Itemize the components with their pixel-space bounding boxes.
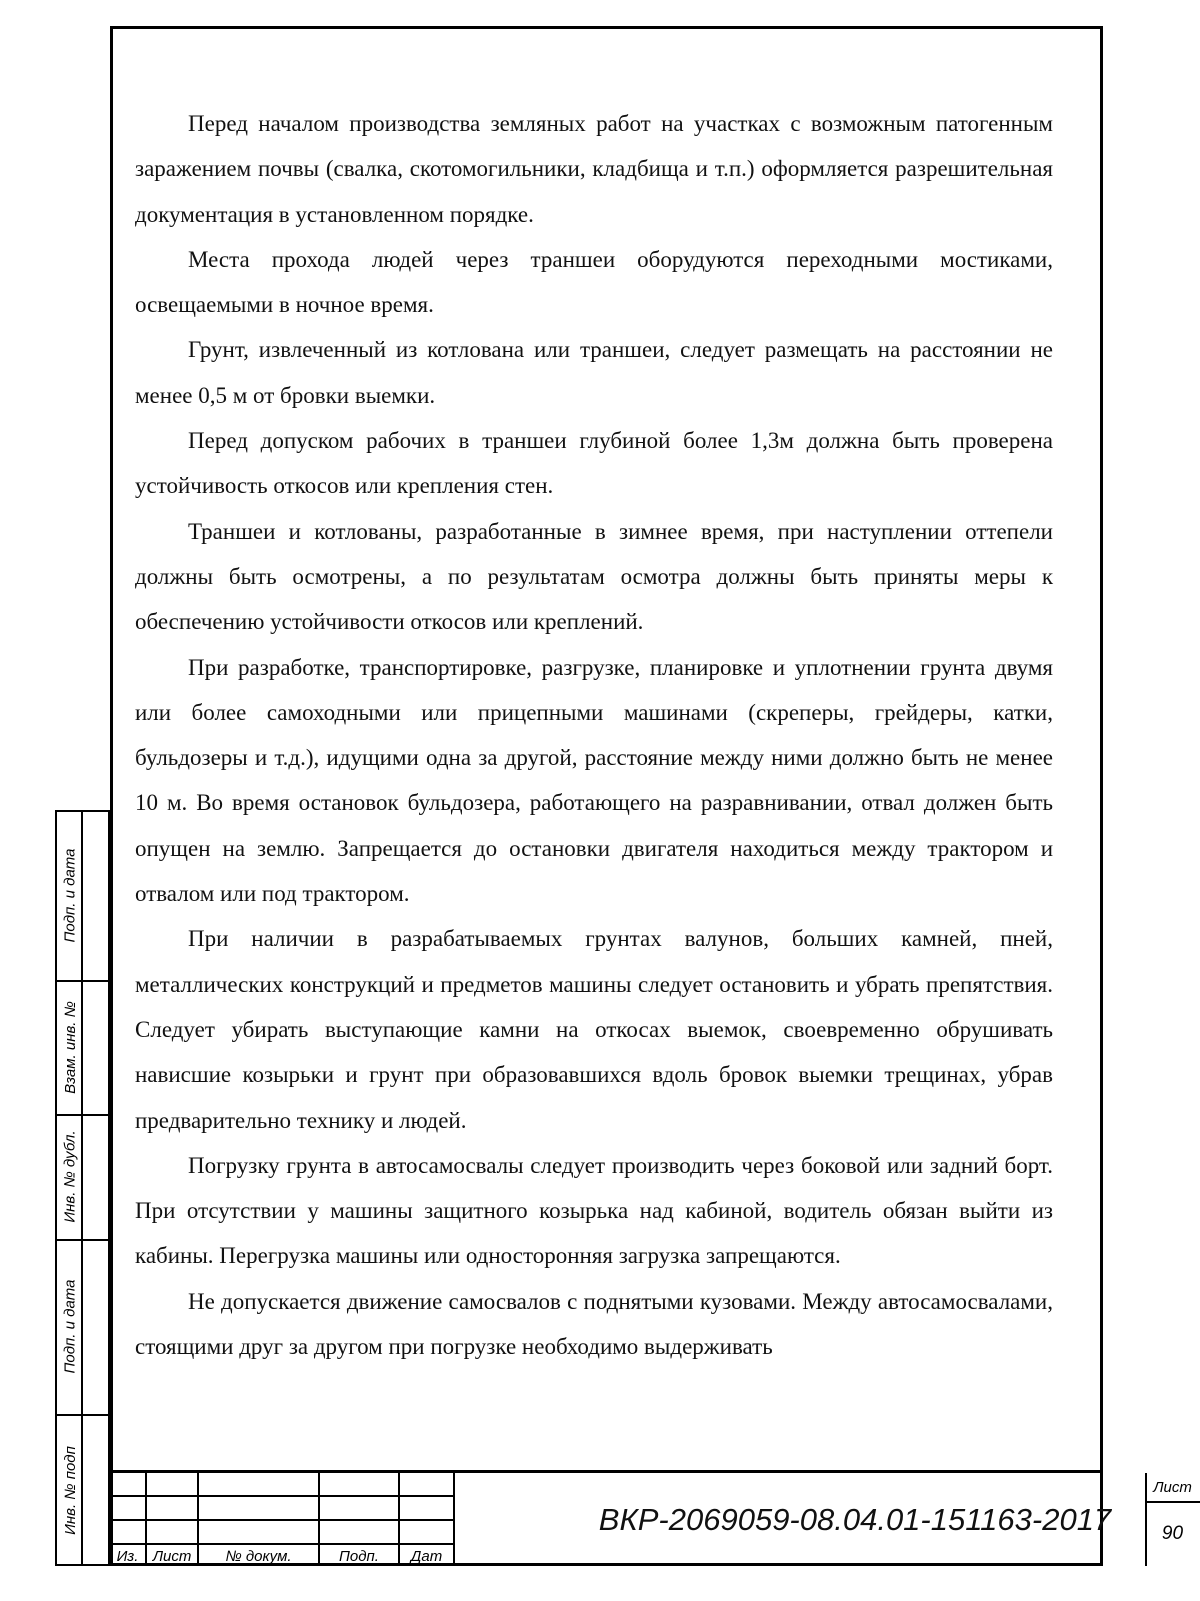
title-block [110,1470,1192,1566]
paragraph: Не допускается движение самосвалов с поднятыми кузовами. Между автосамосвалами, стоящими друг за другом при погрузке необходимо выдерживать [135,1288,1053,1360]
document-code: ВКР-2069059-08.04.01-151163-2017 [598,1502,1112,1537]
paragraph: Места прохода людей через траншеи оборудуются переходными мостиками, освещаемыми в ночное время. [135,246,1053,318]
sheet-label: Лист [1153,1478,1192,1496]
side-label-replacement-inv: Взам. инв. № [61,1000,79,1094]
paragraph: Траншеи и котлованы, разработанные в зимнее время, при наступлении оттепели должны быть осмотрены, а по результатам осмотра должны быть приняты меры к обеспечению устойчивости откосов или креплений. [135,518,1053,635]
paragraph: Перед допуском рабочих в траншеи глубиной более 1,3м должна быть проверена устойчивость откосов или крепления стен. [135,428,1053,499]
header-date: Дат [410,1547,443,1565]
side-label-signature-date: Подп. и дата [61,848,79,942]
side-stamp-strip [55,810,110,1566]
header-doc-number: № докум. [225,1547,292,1565]
paragraph: При наличии в разрабатываемых грунтах валунов, больших камней, пней, металлических конструкций и предметов машины следует остановить и убрать препятствия. Следует убирать выступающие камни на откосах выемок, своевременно обрушивать нависшие козырьки и грунт при образовавшихся вдоль бровок выемки трещинах, убрав предварительно технику и людей. [135,926,1053,1133]
paragraph: Погрузку грунта в автосамосвалы следует производить через боковой или задний борт. При отсутствии у машины защитного козырька над кабиной, водитель обязан выйти из кабины. Перегрузка машины или односторонняя загрузка запрещаются. [135,1152,1053,1269]
side-label-duplicate-inv: Инв. № дубл. [61,1130,79,1223]
header-sheet: Лист [152,1547,192,1565]
header-revision: Из. [116,1547,139,1565]
header-signature: Подп. [339,1547,379,1565]
paragraph: Грунт, извлеченный из котлована или траншеи, следует размещать на расстоянии не менее 0,5 м от бровки выемки. [135,337,1053,408]
side-label-original-inv: Инв. № подп [61,1445,79,1535]
paragraph: При разработке, транспортировке, разгрузке, планировке и уплотнении грунта двумя или более самоходными или прицепными машинами (скреперы, грейдеры, катки, бульдозеры и т.д.), идущими одна за другой, расстояние между ними должно быть не менее 10 м. Во время остановок бульдозера, работающего на разравнивании, отвал должен быть опущен на землю. Запрещается до остановки двигателя находиться между трактором и отвалом или под трактором. [135,654,1053,907]
sheet-number: 90 [1161,1523,1184,1544]
document-body [135,101,1053,1369]
paragraph: Перед началом производства земляных работ на участках с возможным патогенным заражением почвы (свалка, скотомогильники, кладбища и т.п.) оформляется разрешительная документация в установленном порядке. [135,111,1053,227]
side-label-signature-date-2: Подп. и дата [61,1279,79,1374]
